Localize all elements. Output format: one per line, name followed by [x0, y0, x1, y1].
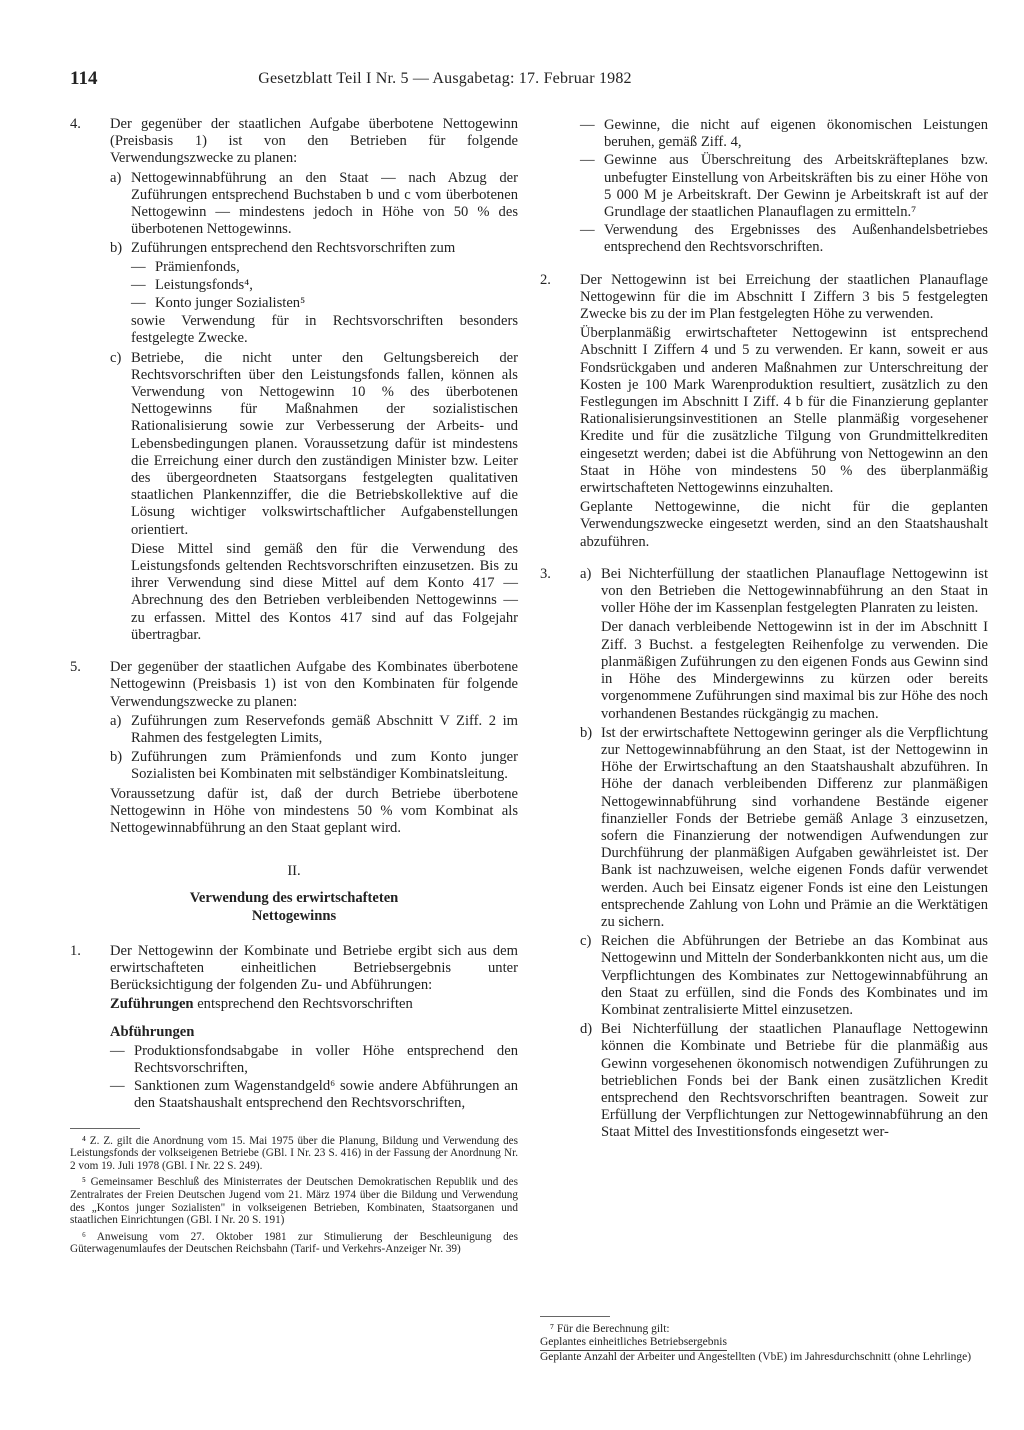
zufuehrungen-line [110, 996, 518, 1013]
dash-item [580, 152, 988, 221]
dash-item [580, 222, 988, 256]
subitem-text: Zuführungen zum Reservefonds gemäß Abschnitt V Ziff. 2 im Rahmen des festgelegten Limits, [131, 712, 518, 746]
dash-item [110, 1078, 518, 1112]
subitem-text: Reichen die Abführungen der Betriebe an das Kombinat aus Nettogewinn und Mitteln der Sonderbankkonten nicht aus, um die Verpflichtungen des Kombinates zur Nettogewinnabführung an den Staat zu erfüllen, sind die Fonds des Kombinates und im Kombinat zentralisierte Mittel einzusetzen. [601, 933, 988, 1018]
footnote-7 [540, 1316, 988, 1364]
section-title [70, 890, 518, 924]
subitem-a [110, 713, 518, 747]
paragraph-number: 5. [70, 659, 81, 676]
dash-mark: — [110, 1078, 125, 1095]
zufuehrungen-heading: Zuführungen [110, 996, 194, 1013]
dash-item [580, 117, 988, 151]
subitem-text: Bei Nichterfüllung der staatlichen Planauflage Nettogewinn können die Kombinate und Betriebe für die planmäßig aus Gewinn vorgesehenen ökonomisch notwendigen Zuführungen zu betrieblichen Fonds bei der Bank einen zusätzlichen Kredit entsprechend den Rechtsvorschriften beantragen. Soweit zur Erfüllung der Verpflichtungen zur Nettogewinnabführung an den Staat Mittel des Investitionsfonds eingesetzt wer- [601, 1021, 988, 1141]
footnote-rule [70, 1128, 140, 1129]
subitem-a [580, 566, 988, 723]
paragraph-intro: Der gegenüber der staatlichen Aufgabe überbotene Nettogewinn (Preisbasis 1) ist von den Betrieben für folgende Verwendungszwecke zu planen: [110, 116, 518, 167]
dash-text: Sanktionen zum Wagenstandgeld⁶ sowie andere Abführungen an den Staatshaushalt entsprechend den Rechtsvorschriften, [134, 1078, 518, 1112]
footnote-rule [540, 1316, 610, 1317]
subitem-label: b) [580, 724, 593, 741]
dash-mark: — [580, 152, 595, 169]
paragraph-4 [70, 116, 518, 644]
paragraph-text: Der Nettogewinn der Kombinate und Betriebe ergibt sich aus dem erwirtschafteten einheitlichen Betriebsergebnis unter Berücksichtigung der folgenden Zu- und Abführungen: [110, 942, 518, 994]
section-title-line: Verwendung des erwirtschafteten [189, 890, 399, 907]
footnote-4: ⁴ Z. Z. gilt die Anordnung vom 15. Mai 1975 über die Planung, Bildung und Verwendung des Leistungsfonds der volkseigenen Betriebe (GBl. I Nr. 23 S. 416) in der Fassung der Anordnung Nr. 2 vom 19. Juli 1978 (GBl. I Nr. 22 S. 249). [70, 1134, 518, 1172]
running-head: Gesetzblatt Teil I Nr. 5 — Ausgabetag: 17. Februar 1982 [258, 70, 632, 87]
page-header [70, 68, 960, 98]
dash-mark: — [110, 1042, 125, 1059]
dash-text: Konto junger Sozialisten⁵ [155, 295, 306, 312]
dash-mark: — [580, 222, 595, 239]
subitem-c [110, 350, 518, 644]
dash-text: Leistungsfonds⁴, [155, 276, 253, 293]
section-paragraph-3 [540, 566, 988, 1142]
dash-item [110, 1043, 518, 1077]
paragraph-intro: Der gegenüber der staatlichen Aufgabe des Kombinates überbotene Nettogewinn (Preisbasis 1) ist von den Kombinaten für folgende Verwendungszwecke zu planen: [110, 659, 518, 710]
section-title-line: Nettogewinns [251, 907, 337, 924]
paragraph-text: Der Nettogewinn ist bei Erreichung der staatlichen Planauflage Nettogewinn für die im Abschnitt I Ziffern 3 bis 5 festgelegten Zwecke bis zu der im Plan festgelegten Höhe zu verwenden. [580, 271, 988, 323]
subitem-label: a) [110, 712, 122, 729]
paragraph-number: 1. [70, 942, 81, 959]
subitem-b [110, 749, 518, 783]
section-paragraph-1 [70, 943, 518, 1113]
formula-denominator: Geplante Anzahl der Arbeiter und Angestellten (VbE) im Jahresdurchschnitt (ohne Lehrlinge) [540, 1351, 972, 1363]
subitem-text: Zuführungen entsprechend den Rechtsvorschriften zum [131, 240, 456, 257]
footnote-6: ⁶ Anweisung vom 27. Oktober 1981 zur Stimulierung der Beschleunigung des Güterwagenumlaufes der Deutschen Reichsbahn (Tarif- und Verkehrs-Anzeiger Nr. 39) [70, 1230, 518, 1256]
section-paragraph-2 [540, 272, 988, 551]
continued-dash-list [540, 117, 988, 257]
subitem-label: c) [110, 349, 122, 366]
footnote-7-intro: ⁷ Für die Berechnung gilt: [550, 1323, 670, 1335]
paragraph-5 [70, 659, 518, 837]
dash-item [131, 259, 518, 276]
right-column [540, 116, 988, 1157]
subitem-label: d) [580, 1021, 593, 1038]
subitem-label: a) [580, 565, 592, 582]
dash-item [131, 295, 518, 312]
subitem-text: Ist der erwirtschaftete Nettogewinn geringer als die Verpflichtung zur Nettogewinnabführung an den Staat, ist der Nettogewinn in Höhe der Erwirtschaftung an den Staatshaushalt abzuführen. In Höhe der danach verbleibenden Differenz zur planmäßigen Nettogewinnabführung sind vorhandene Bestände eigener finanzieller Fonds der Betriebe gemäß Anlage 3 einzusetzen, sofern die Finanzierung der notwendigen Aufwendungen zur Durchführung der planmäßigen Aufgaben gewährleistet ist. Der Bank ist nachzuweisen, welche eigenen Fonds dafür verwendet werden. Auch bei Einsatz eigener Fonds ist eine den Leistungen entsprechende Zahlung von Lohn und Prämie an die Werktätigen zu sichern. [601, 724, 988, 930]
subitem-label: b) [110, 749, 123, 766]
dash-item [131, 277, 518, 294]
dash-mark: — [131, 295, 146, 312]
paragraph-text: Geplante Nettogewinne, die nicht für die geplanten Verwendungszwecke eingesetzt werden, sind an den Staatshaushalt abzuführen. [580, 499, 988, 550]
section-number: II. [287, 863, 301, 880]
paragraph-number: 3. [540, 565, 551, 582]
paragraph-number: 4. [70, 116, 81, 132]
subitem-text: Nettogewinnabführung an den Staat — nach Abzug der Zuführungen entsprechend Buchstaben b und c vom überbotenen Nettogewinn — mindestens jedoch in Höhe von 50 % des überbotenen Nettogewinns. [131, 169, 518, 238]
formula-numerator [540, 1336, 988, 1351]
subitem-d [580, 1021, 988, 1141]
dash-text: Verwendung des Ergebnisses des Außenhandelsbetriebes entsprechend den Rechtsvorschriften. [604, 222, 988, 256]
paragraph-number: 2. [540, 271, 551, 288]
subitem-b [580, 725, 988, 931]
subitem-a [110, 170, 518, 239]
page-number: 114 [70, 68, 98, 89]
dash-text: Gewinne aus Überschreitung des Arbeitskräfteplanes bzw. unbefugter Einstellung von Arbeitskräften bis zu einer Höhe von 5 000 M je Arbeitskraft. Der Gewinn je Arbeitskraft ist auf der Grundlage der staatlichen Planauflagen zu ermitteln.⁷ [604, 152, 988, 221]
subitem-label: a) [110, 169, 122, 186]
subitem-text: Zuführungen zum Prämienfonds und zum Konto junger Sozialisten bei Kombinaten mit selbständiger Kombinatsleitung. [131, 749, 518, 783]
subitem-b [110, 240, 518, 347]
subitem-text-continued: Diese Mittel sind gemäß den für die Verwendung des Leistungsfonds geltenden Rechtsvorschriften einzusetzen. Bis zu ihrer Verwendung sind diese Mittel auf dem Konto 417 — Abrechnung des den Betrieben verbleibenden Nettogewinns — zu erfassen. Mittel des Kontos 417 sind auf das Folgejahr übertragbar. [131, 540, 518, 643]
numerator-text: Geplantes einheitliches Betriebsergebnis [540, 1336, 727, 1351]
subitem-text-continued: Der danach verbleibende Nettogewinn ist in der im Abschnitt I Ziff. 3 Buchst. a festgelegten Reihenfolge zu verwenden. Die planmäßigen Zuführungen zu den eigenen Fonds aus Gewinn sind in Höhe des Mindergewinns zu kürzen oder bereits vorgenommene Zuführungen sind maximal bis zur Höhe des noch vorhandenen Bestandes rückgängig zu machen. [601, 619, 988, 722]
dash-mark: — [580, 117, 595, 133]
abfuehrungen-heading: Abführungen [110, 1023, 195, 1040]
subitem-text-after: sowie Verwendung für in Rechtsvorschriften besonders festgelegte Zwecke. [131, 313, 518, 347]
paragraph-text: Voraussetzung dafür ist, daß der durch Betriebe überbotene Nettogewinn in Höhe von mindestens 50 % vom Kombinat als Nettogewinnabführung an den Staat geplant wird. [110, 785, 518, 836]
dash-text: Produktionsfondsabgabe in voller Höhe entsprechend den Rechtsvorschriften, [134, 1042, 518, 1076]
subitem-text: Bei Nichterfüllung der staatlichen Planauflage Nettogewinn ist von den Betrieben die Nettogewinnabführung an den Staat in voller Höhe der im Kassenplan festgelegten Planraten zu leisten. [601, 565, 988, 617]
subitem-label: b) [110, 240, 123, 257]
subitem-text: Betriebe, die nicht unter den Geltungsbereich der Rechtsvorschriften über den Leistungsfonds fallen, können als Verwendung von Nettogewinn 10 % des überbotenen Nettogewinns für Maßnahmen der sozialistischen Rationalisierung sowie zur Verbesserung der Arbeits- und Lebensbedingungen planen. Voraussetzung dafür ist mindestens die Erreichung einer durch den zuständigen Minister bzw. Leiter des übergeordneten Staatsorgans festgelegten qualitativen staatlichen Plankennziffer, die die Betriebskollektive auf die Lösung wichtiger volkswirtschaftlicher Aufgabenstellungen orientiert. [131, 349, 518, 538]
zufuehrungen-text: entsprechend den Rechtsvorschriften [193, 996, 413, 1013]
subitem-label: c) [580, 933, 592, 950]
dash-mark: — [131, 276, 146, 293]
subitem-c [580, 933, 988, 1019]
dash-text: Gewinne, die nicht auf eigenen ökonomischen Leistungen beruhen, gemäß Ziff. 4, [604, 117, 988, 151]
dash-mark: — [131, 258, 146, 275]
footnote-5: ⁵ Gemeinsamer Beschluß des Ministerrates der Deutschen Demokratischen Republik und des Zentralrates der Freien Deutschen Jugend vom 21. März 1974 über die Bildung und Verwendung des „Kontos junger Sozialisten" in volkseigenen Betrieben, Kombinaten, Staatsorganen und staatlichen Einrichtungen (GBl. I Nr. 20 S. 191) [70, 1176, 518, 1227]
left-column [70, 116, 518, 1260]
paragraph-text: Überplanmäßig erwirtschafteter Nettogewinn ist entsprechend Abschnitt I Ziffern 4 und 5 zu verwenden. Er kann, soweit er aus Fondsrückgaben und anderen Maßnahmen zur Unterschreitung der Kosten je 100 Mark Warenproduktion resultiert, zusätzlich zu den Festlegungen im Abschnitt I Ziff. 4 b für die Finanzierung geplanter Rationalisierungsinvestitionen an Stelle planmäßig vorgesehener Kredite und für die zusätzliche Tilgung von Grundmittelkrediten eingesetzt werden; dabei ist die Abführung von Nettogewinn an den Staat in Höhe von mindestens 50 % des überplanmäßig erwirtschafteten Nettogewinns einzuhalten. [580, 325, 988, 497]
dash-text: Prämienfonds, [155, 258, 240, 275]
